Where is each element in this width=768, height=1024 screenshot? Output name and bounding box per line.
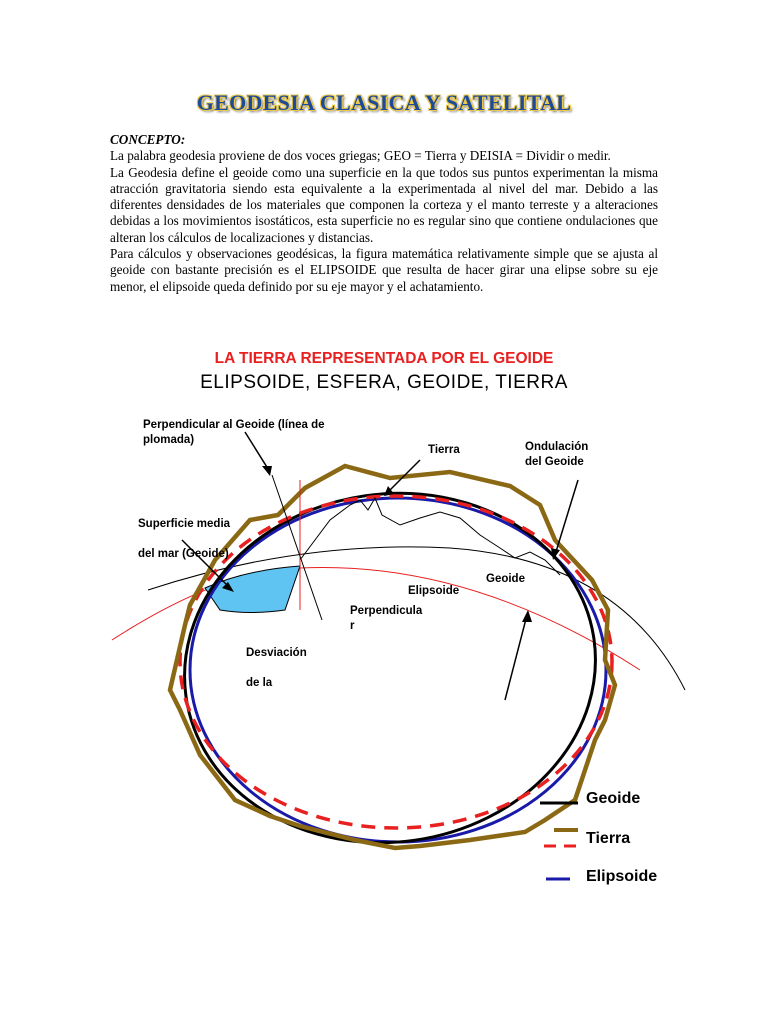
legend-swatch-tierra xyxy=(540,828,578,850)
legend-item-geoide xyxy=(540,790,640,808)
legend-label-geoide: Geoide xyxy=(586,790,641,807)
paragraph-2: La Geodesia define el geoide como una superficie en la que todos sus puntos experimentan la misma atracción gravitatoria siendo esta equivalente a la experimentada al nivel del mar. Debido a las diferentes densidades de los materiales que componen la corteza y el manto terreste y a alteraciones debidas a los movimientos isostáticos, esta superficie no es regular sino que contiene ondulaciones que alteran los cálculos de localizaciones y distancias. xyxy=(110,164,658,245)
label-ondulacion: Ondulación del Geoide xyxy=(525,441,589,468)
label-elipsoide: Elipsoide xyxy=(408,585,460,597)
sea-area xyxy=(205,566,300,613)
elipsoide-dashed-outline xyxy=(180,496,612,828)
legend-swatch-geoide xyxy=(540,791,578,807)
label-tierra: Tierra xyxy=(428,444,460,456)
legend-label-elipsoide: Elipsoide xyxy=(586,868,658,885)
label-geoide: Geoide xyxy=(486,573,525,585)
page-title: GEODESIA CLASICA Y SATELITAL xyxy=(196,90,572,115)
legend-label-tierra: Tierra xyxy=(586,830,631,847)
legend-item-elipsoide xyxy=(540,868,657,886)
label-perpendicular-geoide: Perpendicular al Geoide (línea de plomada) xyxy=(143,419,325,446)
arrow-ondulacion xyxy=(555,480,578,555)
legend-item-tierra xyxy=(540,828,630,850)
arrow-elipsoide xyxy=(505,615,527,700)
paragraph-1: La palabra geodesia proviene de dos voces griegas; GEO = Tierra y DEISIA = Dividir o medir. xyxy=(110,148,611,164)
label-desviacion: Desviación de la xyxy=(246,647,307,689)
paragraph-3: Para cálculos y observaciones geodésicas, la figura matemática relativamente simple que se ajusta al geoide con bastante precisión es el ELIPSOIDE que resulta de hacer girar una elipse sobre su eje menor, el elipsoide queda definido por su eje mayor y el achatamiento. xyxy=(110,246,658,294)
document-body xyxy=(110,132,658,295)
label-perpendicular: Perpendicula r xyxy=(350,605,423,632)
label-superficie-media: Superficie media del mar (Geoide) xyxy=(138,518,231,560)
legend-swatch-elipsoide xyxy=(540,869,578,885)
terrain-profile xyxy=(300,498,560,575)
concept-heading: CONCEPTO: xyxy=(110,132,186,147)
figure-subtitle-red: LA TIERRA REPRESENTADA POR EL GEOIDE xyxy=(214,350,554,367)
figure-subtitle-black: ELIPSOIDE, ESFERA, GEOIDE, TIERRA xyxy=(200,372,568,393)
arrowhead-perpendicular xyxy=(262,466,272,476)
